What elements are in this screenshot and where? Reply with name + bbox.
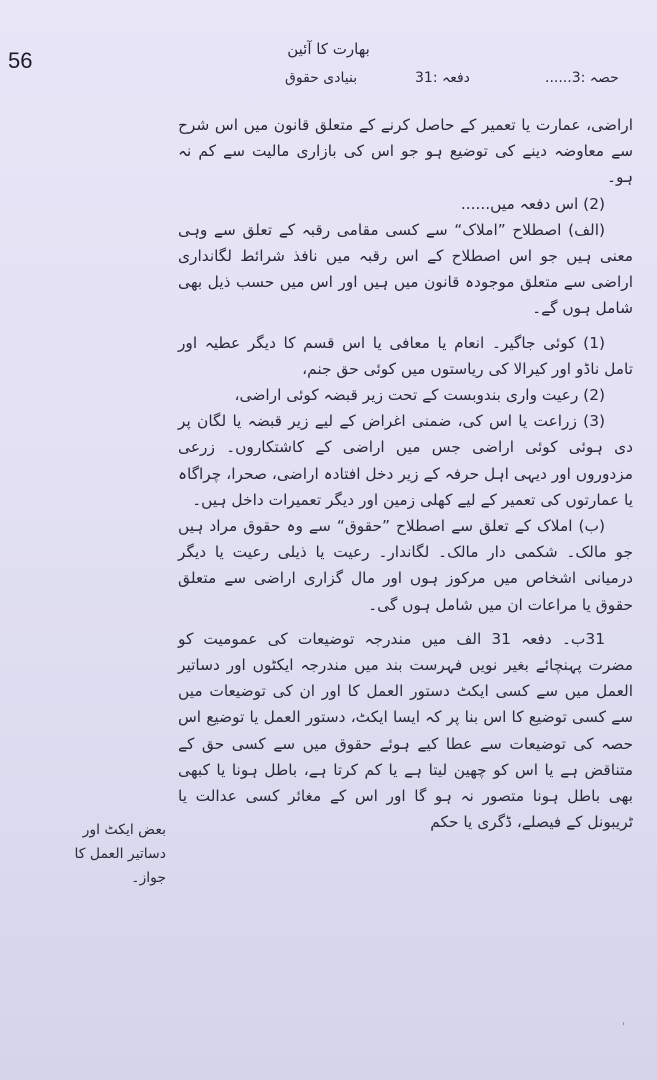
paragraph-clause-b: (ب) املاک کے تعلق سے اصطلاح ”حقوق“ سے وہ حقوق مراد ہیں جو مالک۔ شکمی دار مالک۔ لگاندار۔ رعیت یا ذیلی رعیت یا دیگر درمیانی اشخاص میں مرکوز ہوں اور مال گزاری اراضی سے متعلق حقوق یا مراعات ان میں شامل ہوں گی۔: [178, 517, 633, 614]
paragraph-item-2: (2) رعیت واری بندوبست کے تحت زیر قبضہ کوئی اراضی،: [234, 386, 605, 405]
article-text: [178, 112, 633, 835]
paragraph-item-1: (1) کوئی جاگیر۔ انعام یا معافی یا اس قسم کا دیگر عطیہ اور تامل ناڈو اور کیرالا کی ریاستوں میں کوئی حق جنم،: [178, 333, 633, 378]
margin-note: بعض ایکٹ اور دساتیر العمل کا جواز۔: [74, 822, 166, 886]
paragraph-section-31b: 31ب۔ دفعہ 31 الف میں مندرجہ توضیعات کی عمومیت کو مضرت پہنچائے بغیر نویں فہرست بند میں مندرجہ ایکٹوں اور دساتیر العمل میں سے کسی ایکٹ دستور العمل کا اور ان کی توضیعات میں سے کسی توضیع کا اس بنا پر کہ ایسا ایکٹ، دستور العمل یا توضیع اس حصہ کی توضیعات سے عطا کیے ہوئے حقوق میں سے کسی حق کے متناقض ہے یا اس کو چھین لیتا ہے یا کم کرتا ہے، باطل ہونا یا کبھی بھی باطل ہونا متصور نہ ہو گا اور اس کے مغائر کسی عدالت یا ٹریبونل کے فیصلے، ڈگری یا حکم: [178, 629, 633, 832]
paragraph-clause-2: (2) اس دفعہ میں......: [460, 194, 605, 213]
paragraph-clause-a: (الف) اصطلاح ”املاک“ سے کسی مقامی رقبہ کے تعلق سے وہی معنی ہیں جو اس اصطلاح کے اس رقبہ میں نافذ شرائط لگانداری اراضی سے متعلق موجودہ قانون میں ہیں اور اس میں حسب ذیل بھی شامل ہوں گے۔: [178, 220, 633, 318]
book-title: بھارت کا آئین: [287, 40, 370, 58]
page-number: 56: [8, 48, 33, 73]
corner-mark: ˈ: [622, 1022, 625, 1033]
paragraph-compensation: اراضی، عمارت یا تعمیر کے حاصل کرنے کے متعلق قانون میں اس شرح سے معاوضہ دینے کی توضیع ہو جو اس کی بازاری مالیت سے کم نہ ہو۔: [178, 116, 633, 187]
header-title: بنیادی حقوق: [285, 70, 358, 86]
header-section: دفعہ :31: [415, 70, 470, 86]
header-part: حصہ :3......: [545, 70, 619, 86]
paragraph-item-3: (3) زراعت یا اس کی، ضمنی اغراض کے لیے زیر قبضہ یا لگان پر دی ہوئی کوئی اراضی جس میں اراضی کے کاشتکاروں۔ زرعی مزدوروں اور دیہی اہل حرفہ کے زیر دخل افتادہ اراضی، صحرا، چراگاہ یا عمارتوں کی تعمیر کے لیے کھلی زمین اور دیگر تعمیرات داخل ہیں۔: [178, 412, 633, 509]
